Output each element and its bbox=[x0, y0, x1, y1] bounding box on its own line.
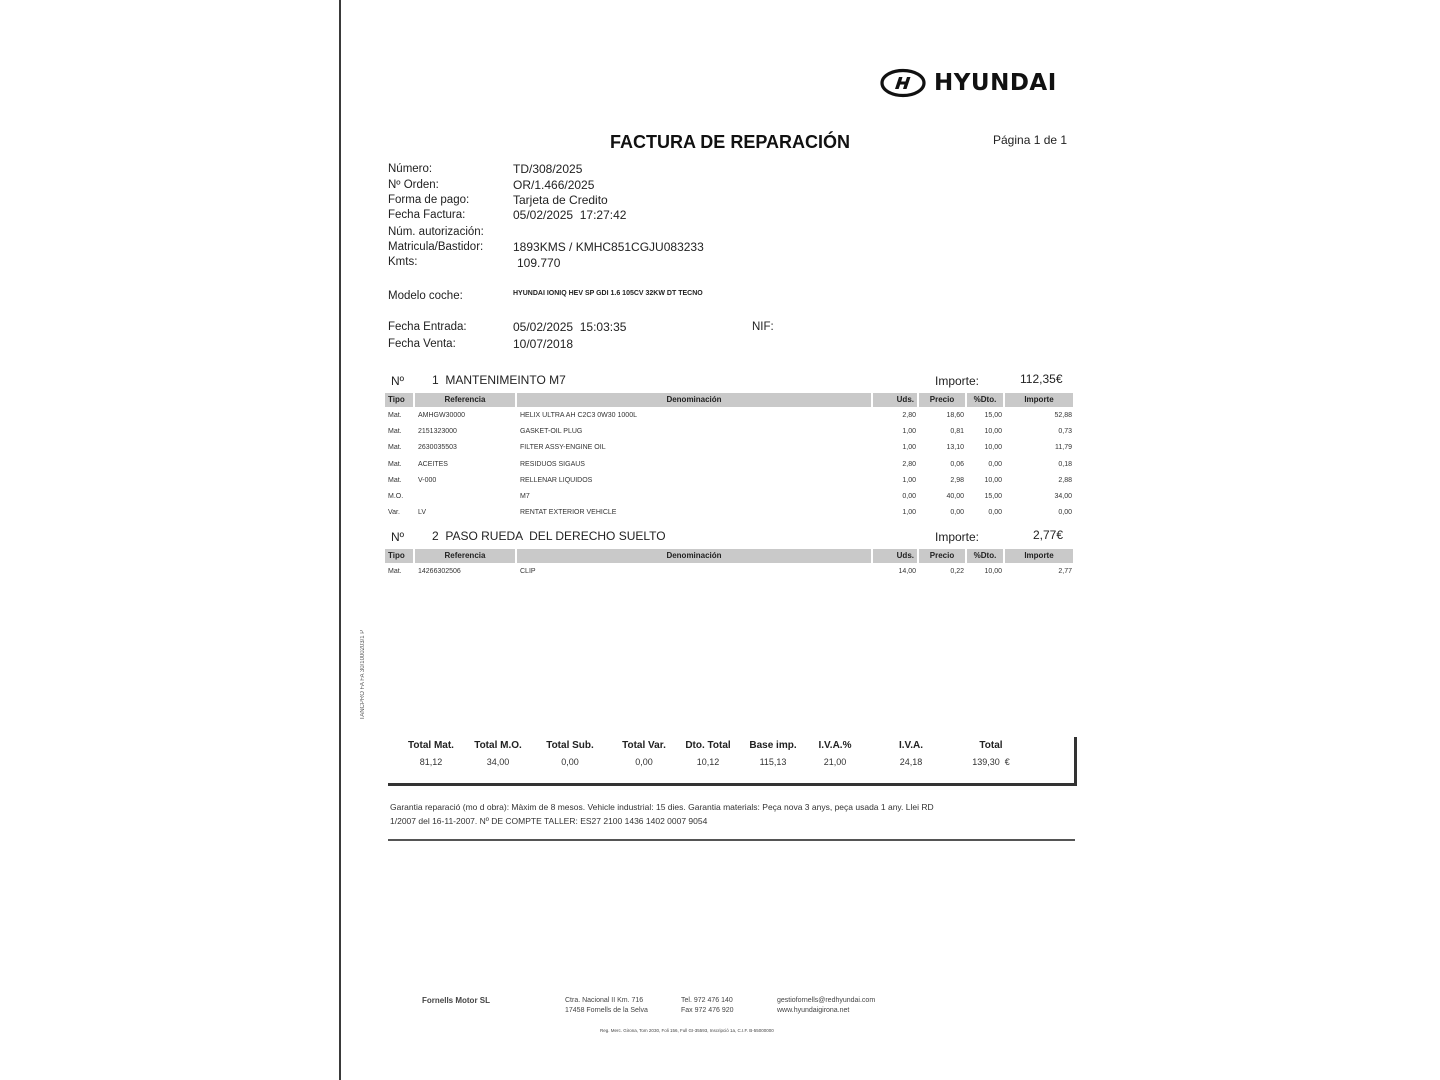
fecha-entrada-label: Fecha Entrada: bbox=[388, 321, 467, 333]
iva-percent-value: 21,00 bbox=[823, 757, 847, 767]
total-mo-value: 34,00 bbox=[486, 757, 510, 767]
cell-denominacion: GASKET-OIL PLUG bbox=[520, 427, 583, 435]
section1-importe-value: 112,35€ bbox=[1020, 372, 1063, 386]
cell-tipo: Mat. bbox=[388, 411, 402, 419]
cell-precio: 40,00 bbox=[946, 493, 964, 501]
base-imp-label: Base imp. bbox=[749, 740, 797, 751]
cell-precio: 0,06 bbox=[950, 460, 964, 468]
cell-dto: 15,00 bbox=[984, 411, 1002, 419]
cell-importe: 2,77 bbox=[1058, 567, 1072, 575]
warranty-line-2: 1/2007 del 16-11-2007. Nº DE COMPTE TALLER: ES27 2100 1436 1402 0007 9054 bbox=[390, 816, 708, 826]
section1-nro-label: Nº bbox=[391, 374, 405, 388]
cell-uds: 1,00 bbox=[902, 427, 916, 435]
cell-dto: 10,00 bbox=[984, 427, 1002, 435]
modelo-value: HYUNDAI IONIQ HEV SP GDI 1.6 105CV 32KW DT TECNO bbox=[513, 290, 703, 297]
section1-title: 1 MANTENIMEINTO M7 bbox=[432, 373, 566, 387]
col-precio: Precio bbox=[919, 393, 967, 407]
warranty-notes bbox=[390, 800, 1074, 828]
cell-precio: 0,81 bbox=[950, 427, 964, 435]
table-row bbox=[385, 505, 1075, 521]
total-sub-label: Total Sub. bbox=[546, 740, 594, 751]
col-precio: Precio bbox=[919, 549, 967, 563]
table-row bbox=[385, 440, 1075, 456]
cell-dto: 10,00 bbox=[984, 444, 1002, 452]
dto-total-value: 10,12 bbox=[696, 757, 720, 767]
cell-tipo: Mat. bbox=[388, 460, 402, 468]
col-denominacion: Denominación bbox=[517, 393, 873, 407]
cell-precio: 18,60 bbox=[946, 411, 964, 419]
section2-table bbox=[385, 549, 1075, 579]
cell-uds: 14,00 bbox=[898, 567, 916, 575]
cell-dto: 15,00 bbox=[984, 493, 1002, 501]
footer-address-line-2: 17458 Fornells de la Selva bbox=[565, 1007, 648, 1014]
col-tipo: Tipo bbox=[385, 393, 415, 407]
section1-importe-label: Importe: bbox=[935, 374, 980, 388]
fecha-venta-value: 10/07/2018 bbox=[513, 337, 574, 351]
cell-referencia: V-000 bbox=[418, 476, 437, 484]
cell-precio: 0,00 bbox=[950, 509, 964, 517]
base-imp bbox=[742, 740, 804, 767]
col-uds: Uds. bbox=[873, 549, 919, 563]
fecha-entrada-value: 05/02/2025 15:03:35 bbox=[513, 320, 627, 334]
total-sub-value: 0,00 bbox=[561, 757, 579, 767]
cell-tipo: M.O. bbox=[388, 493, 404, 501]
nif-label: NIF: bbox=[752, 321, 774, 333]
col-tipo: Tipo bbox=[385, 549, 415, 563]
cell-importe: 0,18 bbox=[1058, 460, 1072, 468]
dto-total-label: Dto. Total bbox=[685, 740, 731, 751]
section2-table-header bbox=[385, 549, 1075, 563]
table-row bbox=[385, 488, 1075, 504]
cell-tipo: Mat. bbox=[388, 427, 402, 435]
total-mo-label: Total M.O. bbox=[474, 740, 522, 751]
total-var-value: 0,00 bbox=[635, 757, 653, 767]
matricula-label: Matricula/Bastidor: bbox=[388, 241, 484, 253]
cell-tipo: Mat. bbox=[388, 567, 402, 575]
numero-value: TD/308/2025 bbox=[513, 162, 583, 176]
total-mat-label: Total Mat. bbox=[408, 740, 454, 751]
section2-title: 2 PASO RUEDA DEL DERECHO SUELTO bbox=[432, 529, 666, 543]
fecha-factura-label: Fecha Factura: bbox=[388, 209, 466, 221]
cell-denominacion: HELIX ULTRA AH C2C3 0W30 1000L bbox=[520, 411, 637, 419]
table-row bbox=[385, 472, 1075, 488]
footer-email: gestiofornells@redhyundai.com bbox=[777, 997, 876, 1004]
section2-importe-value: 2,77€ bbox=[1033, 528, 1064, 542]
cell-precio: 0,22 bbox=[950, 567, 964, 575]
total-sub bbox=[534, 740, 606, 767]
col-referencia: Referencia bbox=[415, 549, 517, 563]
kmts-value: 109.770 bbox=[517, 256, 561, 270]
footer-fax: Fax 972 476 920 bbox=[681, 1007, 734, 1014]
cell-denominacion: RESIDUOS SIGAUS bbox=[520, 460, 585, 468]
divider bbox=[388, 839, 1075, 841]
cell-precio: 2,98 bbox=[950, 476, 964, 484]
cell-importe: 52,88 bbox=[1054, 411, 1072, 419]
grand-total bbox=[954, 740, 1028, 767]
fecha-venta-label: Fecha Venta: bbox=[388, 338, 456, 350]
total-mo bbox=[466, 740, 530, 767]
section1-table bbox=[385, 393, 1075, 521]
cell-denominacion: FILTER ASSY-ENGINE OIL bbox=[520, 444, 606, 452]
total-var-label: Total Var. bbox=[622, 740, 666, 751]
modelo-label: Modelo coche: bbox=[388, 290, 463, 302]
col-dto: %Dto. bbox=[967, 393, 1005, 407]
table-row bbox=[385, 423, 1075, 439]
total-var bbox=[610, 740, 678, 767]
cell-referencia: AMHGW30000 bbox=[418, 411, 466, 419]
cell-referencia: 2630035503 bbox=[418, 444, 457, 452]
total-mat bbox=[396, 740, 466, 767]
cell-referencia: LV bbox=[418, 509, 427, 517]
total-mat-value: 81,12 bbox=[419, 757, 443, 767]
col-referencia: Referencia bbox=[415, 393, 517, 407]
footer-web: www.hyundaigirona.net bbox=[777, 1007, 850, 1014]
cell-tipo: Var. bbox=[388, 509, 400, 517]
footer-address-line-1: Ctra. Nacional II Km. 716 bbox=[565, 997, 644, 1004]
orden-value: OR/1.466/2025 bbox=[513, 178, 595, 192]
cell-referencia: ACEITES bbox=[418, 460, 448, 468]
footer-phones bbox=[681, 996, 734, 1016]
totals-box bbox=[388, 737, 1077, 786]
autorizacion-label: Núm. autorización: bbox=[388, 226, 484, 238]
forma-pago-label: Forma de pago: bbox=[388, 194, 470, 206]
col-importe: Importe bbox=[1005, 549, 1075, 563]
dto-total bbox=[678, 740, 738, 767]
cell-uds: 1,00 bbox=[902, 509, 916, 517]
footer-company: Fornells Motor SL bbox=[422, 996, 490, 1005]
iva-amount-value: 24,18 bbox=[899, 757, 923, 767]
iva-amount-label: I.V.A. bbox=[898, 740, 924, 751]
footer-contact bbox=[777, 996, 875, 1016]
cell-uds: 2,80 bbox=[902, 411, 916, 419]
forma-pago-value: Tarjeta de Credito bbox=[513, 193, 608, 207]
page-number: Página 1 de 1 bbox=[993, 133, 1068, 147]
cell-dto: 10,00 bbox=[984, 567, 1002, 575]
cell-importe: 0,00 bbox=[1058, 509, 1072, 517]
cell-denominacion: M7 bbox=[520, 493, 530, 501]
cell-uds: 0,00 bbox=[902, 493, 916, 501]
cell-referencia: 2151323000 bbox=[418, 427, 457, 435]
col-importe: Importe bbox=[1005, 393, 1075, 407]
iva-amount bbox=[878, 740, 944, 767]
footer-registry: Reg. Merc. Girona, Tom 2030, Foli 156, Full GI-35593, Inscripció 1a, C.I.F. B-55000000 bbox=[600, 1028, 774, 1033]
iva-percent bbox=[804, 740, 866, 767]
brand-logo bbox=[880, 66, 1057, 100]
cell-denominacion: RENTAT EXTERIOR VEHICLE bbox=[520, 509, 617, 517]
page-left-edge bbox=[339, 0, 341, 1080]
cell-uds: 1,00 bbox=[902, 444, 916, 452]
cell-denominacion: CLIP bbox=[520, 567, 536, 575]
col-denominacion: Denominación bbox=[517, 549, 873, 563]
orden-label: Nº Orden: bbox=[388, 179, 439, 191]
cell-importe: 0,73 bbox=[1058, 427, 1072, 435]
cell-denominacion: RELLENAR LIQUIDOS bbox=[520, 476, 593, 484]
cell-importe: 34,00 bbox=[1054, 493, 1072, 501]
cell-dto: 0,00 bbox=[988, 460, 1002, 468]
side-registry-note: TANCPRO FA FA 30/1000203/1 P bbox=[360, 629, 366, 720]
base-imp-value: 115,13 bbox=[759, 757, 787, 767]
cell-referencia: 14266302506 bbox=[418, 567, 461, 575]
cell-precio: 13,10 bbox=[946, 444, 964, 452]
col-uds: Uds. bbox=[873, 393, 919, 407]
invoice-title: FACTURA DE REPARACIÓN bbox=[609, 132, 850, 152]
cell-dto: 0,00 bbox=[988, 509, 1002, 517]
grand-total-label: Total bbox=[979, 740, 1003, 751]
col-dto: %Dto. bbox=[967, 549, 1005, 563]
warranty-line-1: Garantia reparació (mo d obra): Màxim de 8 mesos. Vehicle industrial: 15 dies. Garantia materials: Peça nova 3 anys, peça usada 1 any. Llei RD bbox=[390, 802, 934, 812]
section2-importe-label: Importe: bbox=[935, 530, 980, 544]
cell-importe: 11,79 bbox=[1055, 444, 1072, 452]
footer-tel: Tel. 972 476 140 bbox=[681, 997, 733, 1004]
table-row bbox=[385, 407, 1075, 423]
table-row bbox=[385, 563, 1075, 579]
grand-total-value: 139,30 € bbox=[972, 757, 1010, 767]
cell-tipo: Mat. bbox=[388, 444, 402, 452]
cell-dto: 10,00 bbox=[984, 476, 1002, 484]
section2-nro-label: Nº bbox=[391, 530, 405, 544]
brand-name: HYUNDAI bbox=[934, 70, 1057, 96]
iva-percent-label: I.V.A.% bbox=[818, 740, 852, 751]
cell-uds: 1,00 bbox=[902, 476, 916, 484]
footer-address bbox=[565, 996, 648, 1016]
section1-table-header bbox=[385, 393, 1075, 407]
cell-uds: 2,80 bbox=[902, 460, 916, 468]
kmts-label: Kmts: bbox=[388, 256, 418, 268]
fecha-factura-value: 05/02/2025 17:27:42 bbox=[513, 208, 627, 222]
hyundai-logo-icon bbox=[880, 68, 926, 98]
cell-importe: 2,88 bbox=[1058, 476, 1072, 484]
matricula-value: 1893KMS / KMHC851CGJU083233 bbox=[513, 240, 704, 254]
cell-tipo: Mat. bbox=[388, 476, 402, 484]
numero-label: Número: bbox=[388, 163, 433, 175]
table-row bbox=[385, 456, 1075, 472]
